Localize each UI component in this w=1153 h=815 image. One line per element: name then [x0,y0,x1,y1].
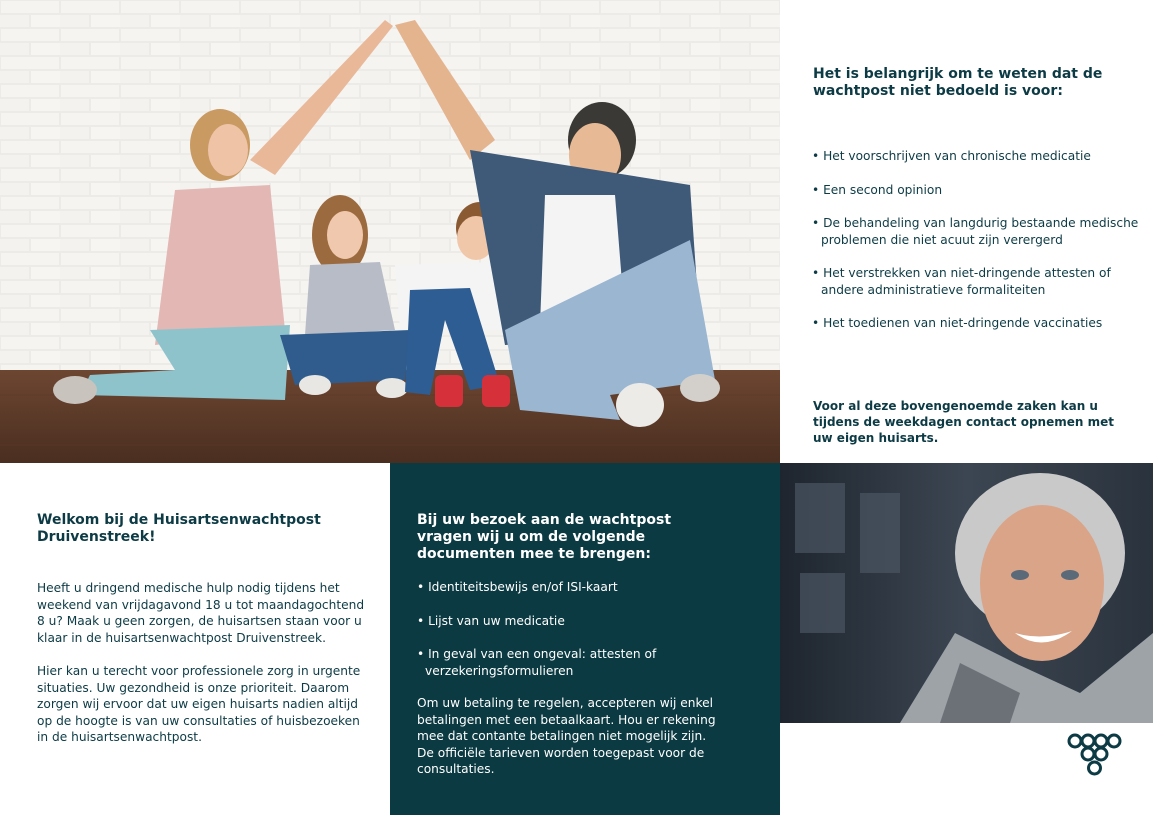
welcome-paragraph: Hier kan u terecht voor professionele zorg in urgente situaties. Uw gezondheid is onze prioriteit. Daarom zorgen wij ervoor dat uw eigen huisarts nadien altijd op de hoogte is van uw consultaties of huisbezoeken in de huisartsenwachtpost. [37,664,361,744]
info-panel [780,0,1153,463]
info-list-item: • Het voorschrijven van chronische medicatie [812,148,1147,165]
info-list-item: • Het toedienen van niet-dringende vaccinaties [812,315,1147,332]
documents-panel [390,463,780,815]
welcome-paragraph: Heeft u dringend medische hulp nodig tijdens het weekend van vrijdagavond 18 u tot maandagochtend 8 u? Maak u geen zorgen, de huisartsen staan voor u klaar in de huisartsenwachtpost Druivenstreek. [37,581,365,645]
documents-list-item: • Lijst van uw medicatie [417,613,757,630]
info-list-item: • Het verstrekken van niet-dringende attesten of andere administratieve formaliteiten [812,265,1147,298]
documents-list-item: • Identiteitsbewijs en/of ISI-kaart [417,579,757,596]
senior-photo [780,463,1153,723]
family-photo [0,0,780,463]
info-footer: Voor al deze bovengenoemde zaken kan u tijdens de weekdagen contact opnemen met uw eigen huisarts. [813,399,1114,445]
documents-list-item: • In geval van een ongeval: attesten of verzekeringsformulieren [417,646,757,679]
info-list-item: • De behandeling van langdurig bestaande medische problemen die niet acuut zijn verergerd [812,215,1147,248]
info-heading: Het is belangrijk om te weten dat de wachtpost niet bedoeld is voor: [813,66,1103,99]
welcome-heading: Welkom bij de Huisartsenwachtpost Druivenstreek! [37,512,321,545]
grape-cluster-logo-icon [1066,732,1122,780]
senior-photo-illustration [780,463,1153,723]
payment-paragraph: Om uw betaling te regelen, accepteren wij enkel betalingen met een betaalkaart. Hou er rekening mee dat contante betalingen niet mogelijk zijn. De officiële tarieven worden toegepast voor de consultaties. [417,696,716,776]
info-list [812,148,1147,349]
family-photo-illustration [0,0,780,463]
info-list-item: • Een second opinion [812,182,1147,199]
documents-heading: Bij uw bezoek aan de wachtpost vragen wij u om de volgende documenten mee te brengen: [417,512,672,562]
documents-list [417,579,757,696]
welcome-panel [0,463,390,815]
